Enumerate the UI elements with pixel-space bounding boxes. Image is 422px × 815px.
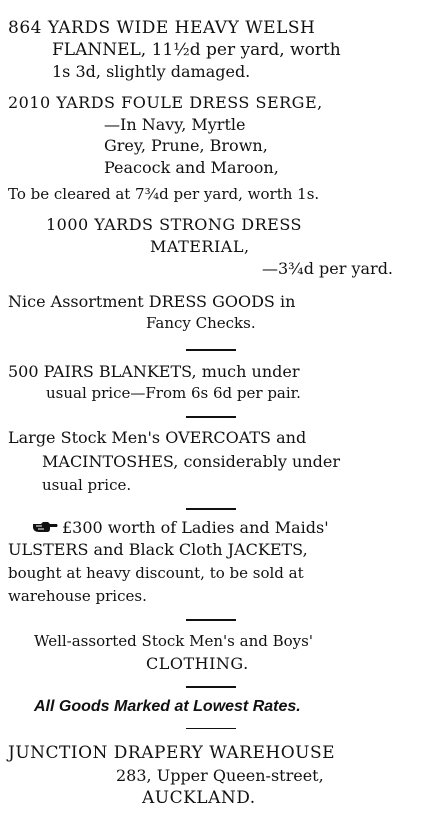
overcoats-line-2: MACINTOSHES, considerably under [42, 452, 341, 471]
store-name: JUNCTION DRAPERY WAREHOUSE [8, 743, 336, 763]
store-city: AUCKLAND. [142, 788, 256, 808]
dress-goods-line-1: Nice Assortment DRESS GOODS in [8, 292, 296, 311]
flannel-line-1: 864 YARDS WIDE HEAVY WELSH [8, 18, 316, 38]
clothing-line-1: Well-assorted Stock Men's and Boys' [34, 632, 313, 650]
blankets-line-1: 500 PAIRS BLANKETS, much under [8, 362, 300, 381]
store-address: 283, Upper Queen-street, [116, 766, 324, 785]
divider [186, 508, 236, 510]
divider [186, 728, 236, 729]
serge-line-4: Peacock and Maroon, [104, 158, 279, 177]
tagline: All Goods Marked at Lowest Rates. [34, 698, 301, 715]
divider [186, 686, 236, 688]
divider [186, 619, 236, 621]
ulsters-line-1 [32, 520, 329, 536]
blankets-line-2: usual price—From 6s 6d per pair. [46, 384, 301, 402]
divider [186, 349, 236, 351]
material-line-3: —3¾d per yard. [262, 259, 394, 278]
serge-line-5: To be cleared at 7¾d per yard, worth 1s. [8, 185, 320, 203]
pointing-hand-icon [32, 520, 58, 534]
material-line-2: MATERIAL, [150, 237, 250, 256]
ulsters-line-3: bought at heavy discount, to be sold at [8, 564, 304, 582]
overcoats-line-3: usual price. [42, 476, 132, 494]
ulsters-line-1-text: £300 worth of Ladies and Maids' [62, 518, 329, 537]
divider [186, 416, 236, 418]
dress-goods-line-2: Fancy Checks. [146, 314, 256, 332]
serge-line-1: 2010 YARDS FOULE DRESS SERGE, [8, 93, 323, 112]
serge-line-2: —In Navy, Myrtle [104, 115, 246, 134]
material-line-1: 1000 YARDS STRONG DRESS [46, 215, 302, 234]
overcoats-line-1: Large Stock Men's OVERCOATS and [8, 428, 307, 447]
flannel-line-3: 1s 3d, slightly damaged. [52, 62, 251, 81]
ulsters-line-2: ULSTERS and Black Cloth JACKETS, [8, 540, 308, 559]
clothing-line-2: CLOTHING. [146, 654, 249, 673]
ulsters-line-4: warehouse prices. [8, 587, 147, 605]
flannel-line-2: FLANNEL, 11½d per yard, worth [52, 40, 341, 60]
serge-line-3: Grey, Prune, Brown, [104, 136, 268, 155]
